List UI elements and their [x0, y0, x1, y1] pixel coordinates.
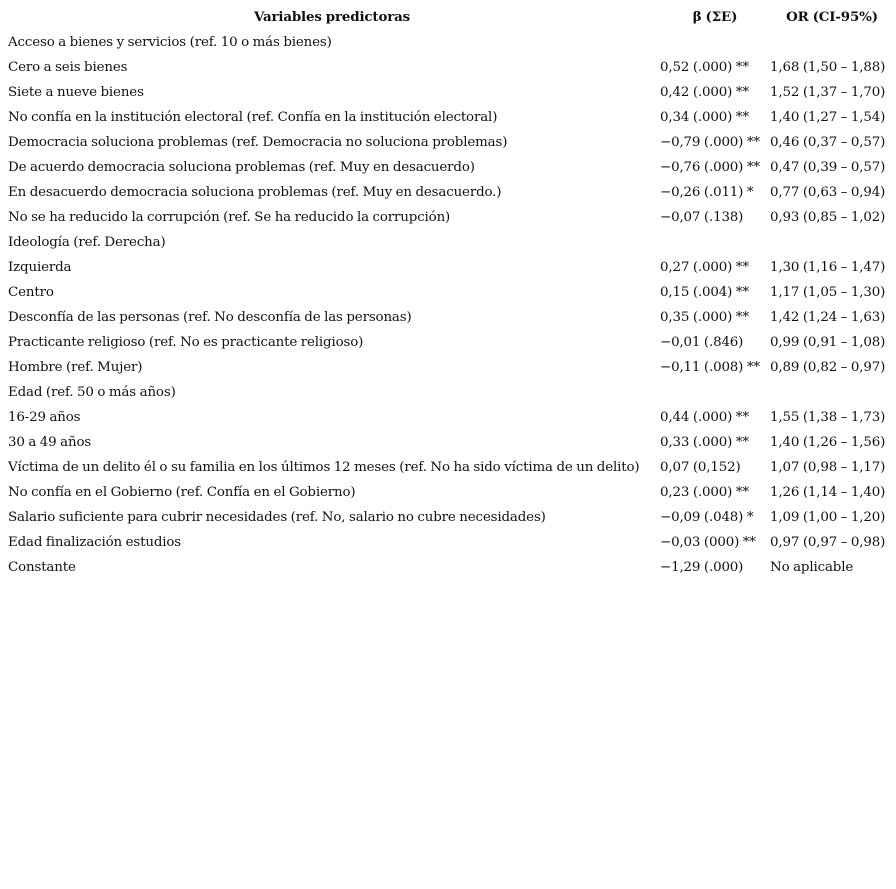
- row-or: 0,47 (0,39 – 0,57): [770, 160, 886, 175]
- row-label: Practicante religioso (ref. No es practicante religioso): [8, 335, 364, 350]
- row-beta: −0,76 (.000) **: [660, 160, 760, 175]
- table-row: [4, 230, 894, 255]
- table-row: [4, 30, 894, 55]
- row-beta: [660, 230, 770, 255]
- row-or: 1,30 (1,16 – 1,47): [770, 260, 886, 275]
- row-beta: −0,09 (.048) *: [660, 510, 754, 525]
- table-row: [4, 305, 894, 330]
- row-label: Izquierda: [8, 260, 72, 275]
- row-beta: −0,07 (.138): [660, 210, 744, 225]
- row-label: Centro: [8, 285, 54, 300]
- row-label: Salario suficiente para cubrir necesidades (ref. No, salario no cubre necesidades): [8, 510, 546, 525]
- row-label: Democracia soluciona problemas (ref. Democracia no soluciona problemas): [8, 135, 508, 150]
- regression-table: [4, 4, 894, 580]
- row-beta: −1,29 (.000): [660, 560, 744, 575]
- row-or: 1,26 (1,14 – 1,40): [770, 485, 886, 500]
- row-label: No confía en la institución electoral (ref. Confía en la institución electoral): [8, 110, 498, 125]
- table-row: [4, 380, 894, 405]
- row-or: 1,40 (1,26 – 1,56): [770, 435, 886, 450]
- row-or: 0,99 (0,91 – 1,08): [770, 335, 886, 350]
- row-or: 1,55 (1,38 – 1,73): [770, 410, 886, 425]
- header-or: OR (CI-95%): [786, 8, 878, 25]
- row-label: 16-29 años: [8, 410, 81, 425]
- row-or: [770, 30, 894, 55]
- row-label: Ideología (ref. Derecha): [8, 235, 166, 250]
- table-body: [4, 30, 894, 580]
- table-row: [4, 430, 894, 455]
- header-beta: β (ΣE): [692, 8, 738, 25]
- row-or: [770, 230, 894, 255]
- row-beta: 0,07 (0,152): [660, 460, 741, 475]
- row-label: Hombre (ref. Mujer): [8, 360, 143, 375]
- row-label: Acceso a bienes y servicios (ref. 10 o más bienes): [8, 35, 332, 50]
- table-row: [4, 555, 894, 580]
- row-beta: −0,26 (.011) *: [660, 185, 754, 200]
- header-variable: Variables predictoras: [253, 8, 411, 25]
- row-or: 0,89 (0,82 – 0,97): [770, 360, 886, 375]
- row-beta: −0,01 (.846): [660, 335, 744, 350]
- row-beta: 0,23 (.000) **: [660, 485, 749, 500]
- row-label: 30 a 49 años: [8, 435, 92, 450]
- row-beta: −0,79 (.000) **: [660, 135, 760, 150]
- header-row: [4, 4, 894, 30]
- row-beta: 0,44 (.000) **: [660, 410, 749, 425]
- row-label: Desconfía de las personas (ref. No desconfía de las personas): [8, 310, 412, 325]
- row-or: 1,42 (1,24 – 1,63): [770, 310, 886, 325]
- row-label: De acuerdo democracia soluciona problemas (ref. Muy en desacuerdo): [8, 160, 475, 175]
- table-row: [4, 130, 894, 155]
- table-row: [4, 455, 894, 480]
- table-row: [4, 105, 894, 130]
- table-row: [4, 405, 894, 430]
- row-beta: 0,35 (.000) **: [660, 310, 749, 325]
- table-row: [4, 155, 894, 180]
- row-beta: 0,52 (.000) **: [660, 60, 749, 75]
- row-beta: 0,33 (.000) **: [660, 435, 749, 450]
- row-beta: 0,27 (.000) **: [660, 260, 749, 275]
- row-or: 0,77 (0,63 – 0,94): [770, 185, 886, 200]
- row-or: 1,40 (1,27 – 1,54): [770, 110, 886, 125]
- table-header: [4, 4, 894, 30]
- row-or: 0,97 (0,97 – 0,98): [770, 535, 886, 550]
- row-beta: [660, 380, 770, 405]
- row-label: Constante: [8, 560, 76, 575]
- row-label: Cero a seis bienes: [8, 60, 128, 75]
- table-row: [4, 255, 894, 280]
- row-label: Víctima de un delito él o su familia en los últimos 12 meses (ref. No ha sido víctima de un delito): [8, 460, 640, 475]
- table-row: [4, 355, 894, 380]
- row-label: No se ha reducido la corrupción (ref. Se ha reducido la corrupción): [8, 210, 451, 225]
- row-label: No confía en el Gobierno (ref. Confía en el Gobierno): [8, 485, 356, 500]
- row-or: 1,17 (1,05 – 1,30): [770, 285, 886, 300]
- table-row: [4, 505, 894, 530]
- row-or: 0,93 (0,85 – 1,02): [770, 210, 886, 225]
- row-label: Edad finalización estudios: [8, 535, 182, 550]
- table-row: [4, 205, 894, 230]
- table-row: [4, 80, 894, 105]
- table-row: [4, 530, 894, 555]
- row-label: Edad (ref. 50 o más años): [8, 385, 176, 400]
- row-beta: −0,03 (000) **: [660, 535, 756, 550]
- row-or: No aplicable: [770, 560, 854, 575]
- table-row: [4, 280, 894, 305]
- row-beta: [660, 30, 770, 55]
- table-row: [4, 330, 894, 355]
- row-beta: 0,15 (.004) **: [660, 285, 749, 300]
- row-or: 1,07 (0,98 – 1,17): [770, 460, 886, 475]
- row-beta: −0,11 (.008) **: [660, 360, 760, 375]
- table-row: [4, 480, 894, 505]
- table-row: [4, 180, 894, 205]
- row-label: Siete a nueve bienes: [8, 85, 144, 100]
- row-label: En desacuerdo democracia soluciona problemas (ref. Muy en desacuerdo.): [8, 185, 502, 200]
- row-or: 1,68 (1,50 – 1,88): [770, 60, 886, 75]
- row-beta: 0,42 (.000) **: [660, 85, 749, 100]
- row-or: [770, 380, 894, 405]
- row-or: 0,46 (0,37 – 0,57): [770, 135, 886, 150]
- row-or: 1,09 (1,00 – 1,20): [770, 510, 886, 525]
- row-or: 1,52 (1,37 – 1,70): [770, 85, 886, 100]
- row-beta: 0,34 (.000) **: [660, 110, 749, 125]
- table-row: [4, 55, 894, 80]
